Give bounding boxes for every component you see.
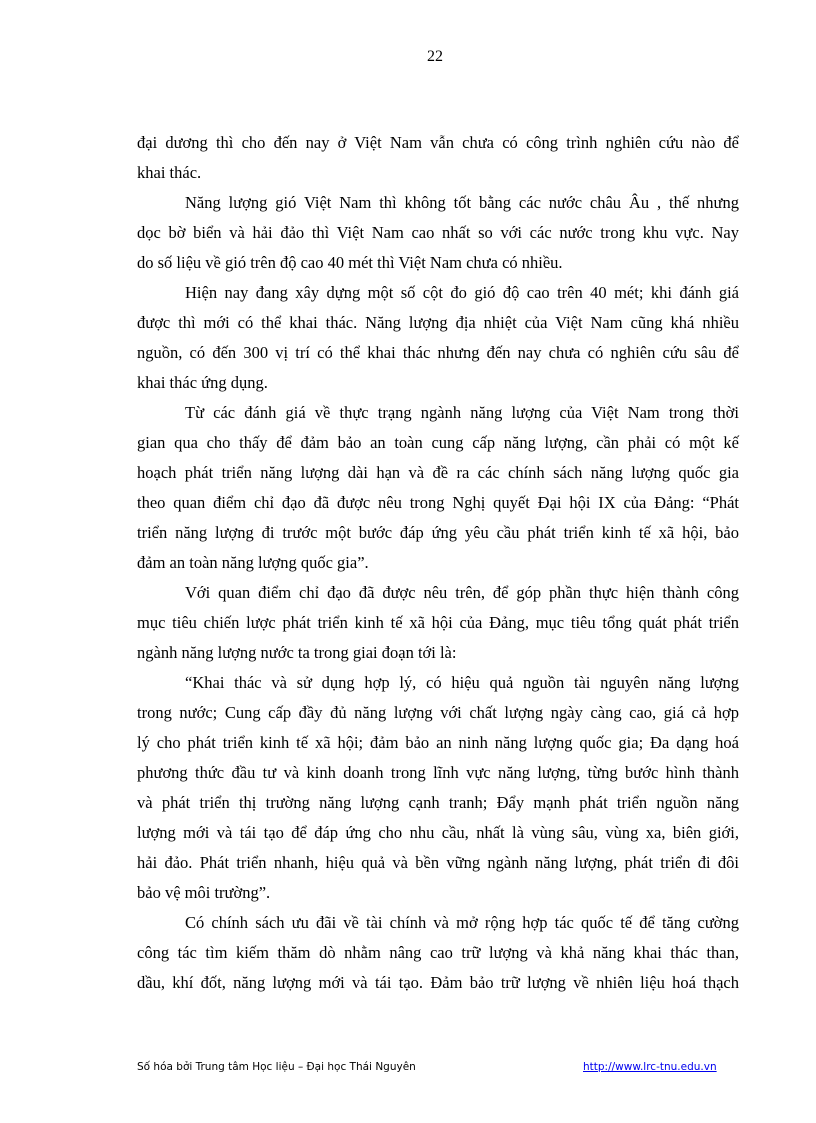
text-line: đại dương thì cho đến nay ở Việt Nam vẫn chưa có công trình nghiên cứu nào để [137,133,739,152]
text-line: ngành năng lượng nước ta trong giai đoạn tới là: [137,643,457,662]
page-number: 22 [427,48,443,65]
text-line: Có chính sách ưu đãi về tài chính và mở rộng hợp tác quốc tế để tăng cường [185,913,739,932]
text-line: và phát triển thị trường năng lượng cạnh tranh; Đẩy mạnh phát triển nguồn năng [137,793,739,812]
text-line: dọc bờ biển và hải đảo thì Việt Nam cao nhất so với các nước trong khu vực. Nay [137,223,739,242]
text-line: mục tiêu chiến lược phát triển kinh tế xã hội của Đảng, mục tiêu tổng quát phát triển [137,613,739,632]
text-line: phương thức đầu tư và kinh doanh trong lĩnh vực năng lượng, từng bước hình thành [137,763,739,782]
text-line: được thì mới có thể khai thác. Năng lượng địa nhiệt của Việt Nam cũng khá nhiều [137,313,739,332]
text-line: đảm an toàn năng lượng quốc gia”. [137,553,369,572]
text-line: theo quan điểm chỉ đạo đã được nêu trong Nghị quyết Đại hội IX của Đảng: “Phát [137,493,739,512]
text-line: bảo vệ môi trường”. [137,883,271,902]
body-text [137,128,739,998]
footer-credit: Số hóa bởi Trung tâm Học liệu – Đại học Thái Nguyên [137,1061,416,1073]
footer-link[interactable]: http://www.lrc-tnu.edu.vn [583,1061,717,1073]
text-line: triển năng lượng đi trước một bước đáp ứng yêu cầu phát triển kinh tế xã hội, bảo [137,523,739,542]
text-line: Từ các đánh giá về thực trạng ngành năng lượng của Việt Nam trong thời [185,403,739,422]
text-line: hải đảo. Phát triển nhanh, hiệu quả và bền vững ngành năng lượng, phát triển đi đôi [137,853,739,872]
text-line: Năng lượng gió Việt Nam thì không tốt bằng các nước châu Âu , thế nhưng [185,193,739,212]
text-line: do số liệu về gió trên độ cao 40 mét thì Việt Nam chưa có nhiều. [137,253,563,272]
text-line: Với quan điểm chỉ đạo đã được nêu trên, để góp phần thực hiện thành công [185,583,739,602]
text-line: dầu, khí đốt, năng lượng mới và tái tạo. Đảm bảo trữ lượng về nhiên liệu hoá thạch [137,973,739,992]
text-line: “Khai thác và sử dụng hợp lý, có hiệu quả nguồn tài nguyên năng lượng [185,673,739,692]
text-line: công tác tìm kiếm thăm dò nhằm nâng cao trữ lượng và khả năng khai thác than, [137,943,739,962]
text-line: Hiện nay đang xây dựng một số cột đo gió độ cao trên 40 mét; khi đánh giá [185,283,739,302]
text-line: lý cho phát triển kinh tế xã hội; đảm bảo an ninh năng lượng quốc gia; Đa dạng hoá [137,733,739,752]
text-line: gian qua cho thấy để đảm bảo an toàn cung cấp năng lượng, cần phải có một kế [137,433,739,452]
text-line: lượng mới và tái tạo để đáp ứng cho nhu cầu, nhất là vùng sâu, vùng xa, biên giới, [137,823,739,842]
text-line: hoạch phát triển năng lượng dài hạn và đề ra các chính sách năng lượng quốc gia [137,463,739,482]
text-line: trong nước; Cung cấp đầy đủ năng lượng với chất lượng ngày càng cao, giá cả hợp [137,703,739,722]
text-line: nguồn, có đến 300 vị trí có thể khai thác nhưng đến nay chưa có nghiên cứu sâu để [137,343,739,362]
text-line: khai thác. [137,163,202,182]
text-line: khai thác ứng dụng. [137,373,268,392]
